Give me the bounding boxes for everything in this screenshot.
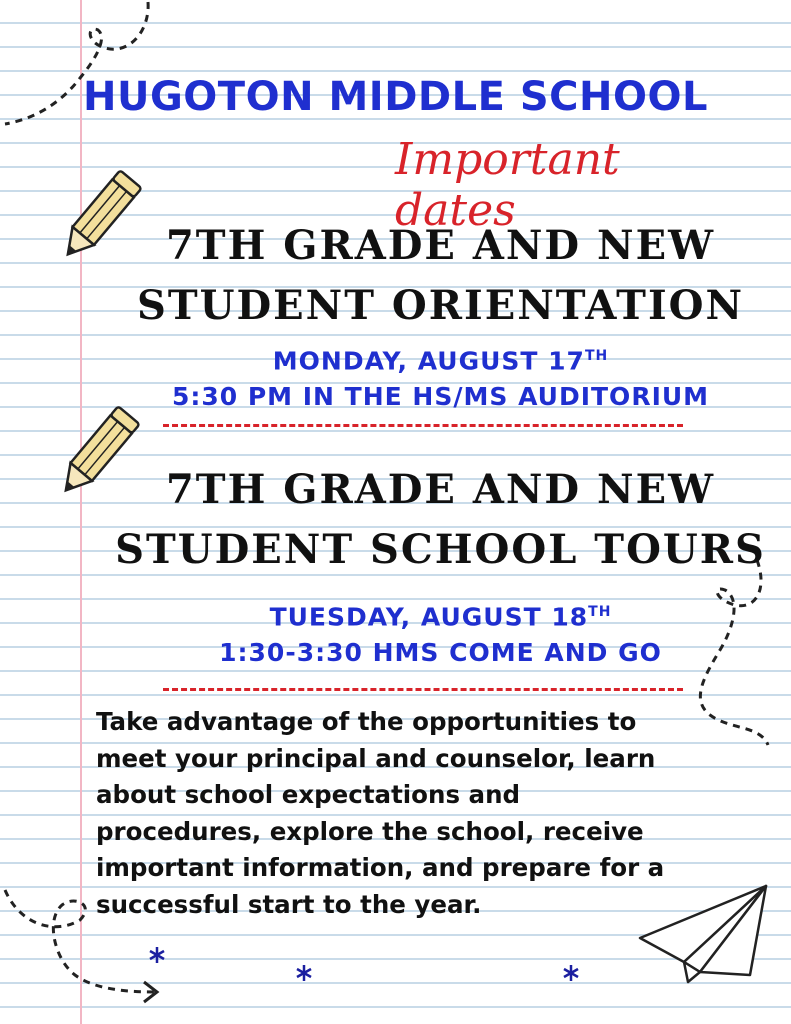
description-line: procedures, explore the school, receive: [96, 816, 644, 846]
dashed-divider: [163, 424, 683, 427]
event-title-tours: [90, 460, 791, 580]
description-line: about school expectations and: [96, 780, 521, 809]
event-date: [90, 594, 791, 635]
date-suffix: TH: [584, 348, 609, 364]
event-title-orientation: [90, 216, 791, 336]
event-date-text: TUESDAY, AUGUST 18: [269, 602, 589, 632]
description-paragraph: [96, 704, 736, 923]
event-time-location: 1:30-3:30 HMS COME AND GO: [219, 638, 662, 668]
description-line: meet your principal and counselor, learn: [96, 743, 656, 773]
event-title-line: STUDENT SCHOOL TOURS: [115, 526, 766, 573]
asterisk-icon: [150, 947, 164, 963]
description-line: Take advantage of the opportunities to: [96, 707, 637, 736]
event-date: [90, 338, 791, 379]
event-title-line: 7TH GRADE AND NEW: [165, 466, 716, 513]
event-time-location: 5:30 PM IN THE HS/MS AUDITORIUM: [171, 382, 710, 412]
event-details-tours: [90, 594, 791, 671]
dashed-divider: [163, 688, 683, 691]
event-details-orientation: [90, 338, 791, 415]
event-title-line: 7TH GRADE AND NEW: [165, 222, 716, 269]
event-title-line: STUDENT ORIENTATION: [136, 282, 745, 329]
asterisk-icon: [297, 965, 311, 981]
description-line: successful start to the year.: [96, 889, 482, 919]
asterisk-icon: [564, 965, 578, 981]
date-suffix: TH: [588, 604, 612, 620]
subtitle-important-dates: Important dates: [395, 134, 620, 236]
school-title: HUGOTON MIDDLE SCHOOL: [83, 74, 708, 120]
event-date-text: MONDAY, AUGUST 17: [272, 346, 585, 376]
description-line: important information, and prepare for a: [96, 853, 665, 882]
